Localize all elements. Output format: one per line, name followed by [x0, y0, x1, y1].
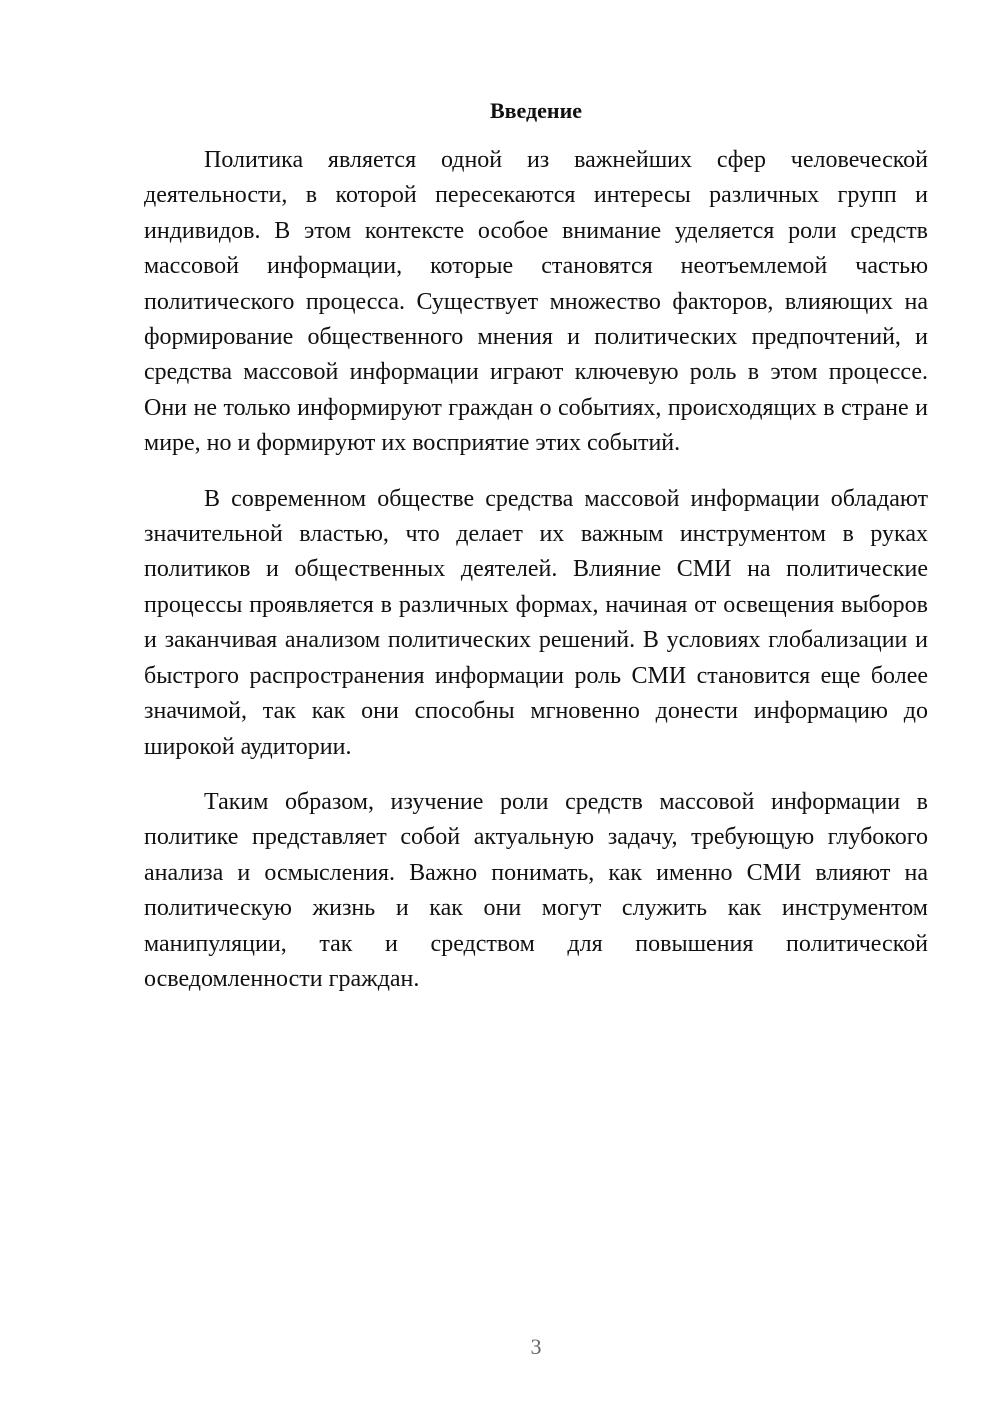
page-number: 3 — [530, 1334, 542, 1359]
section-heading: Введение — [489, 98, 583, 123]
paragraph-2: В современном обществе средства массовой информации обладают значительной властью, что делает их важным инструментом в руках политиков и общественных деятелей. Влияние СМИ на политические процессы проявляется в различных формах, начиная от освещения выборов и заканчивая анализом политических решений. В условиях глобализации и быстрого распространения информации роль СМИ становится еще более значимой, так как они способны мгновенно донести информацию до широкой аудитории. — [144, 485, 928, 760]
document-body — [144, 143, 928, 1017]
paragraph-3: Таким образом, изучение роли средств массовой информации в политике представляет собой актуальную задачу, требующую глубокого анализа и осмысления. Важно понимать, как именно СМИ влияют на политическую жизнь и как они могут служить как инструментом манипуляции, так и средством для повышения политической осведомленности граждан. — [144, 788, 928, 992]
paragraph-1: Политика является одной из важнейших сфер человеческой деятельности, в которой пересекаются интересы различных групп и индивидов. В этом контексте особое внимание уделяется роли средств массовой информации, которые становятся неотъемлемой частью политического процесса. Существует множество факторов, влияющих на формирование общественного мнения и политических предпочтений, и средства массовой информации играют ключевую роль в этом процессе. Они не только информируют граждан о событиях, происходящих в стране и мире, но и формируют их восприятие этих событий. — [144, 147, 928, 457]
